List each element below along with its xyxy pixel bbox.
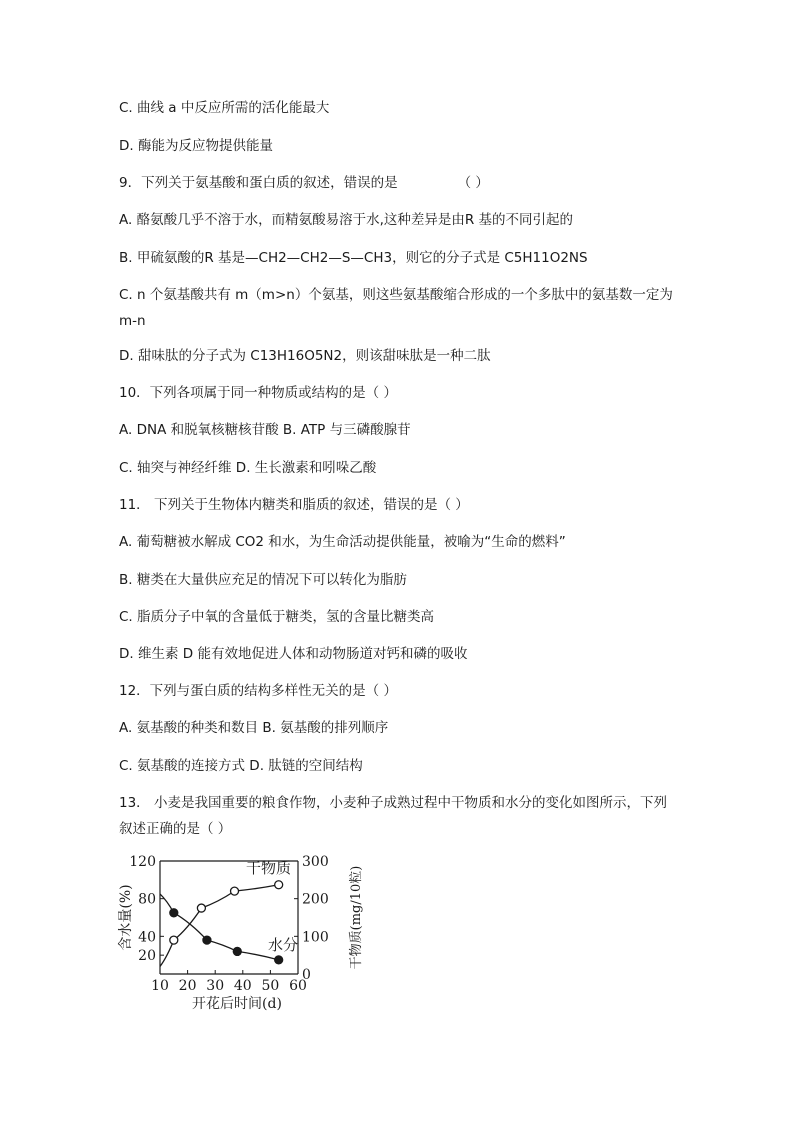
q9-option-b: B. 甲硫氨酸的R 基是—CH2—CH2—S—CH3，则它的分子式是 C5H11O2NS: [119, 250, 588, 266]
dry-matter-data-point: [275, 881, 283, 889]
q9-option-c: C. n 个氨基酸共有 m（m>n）个氨基，则这些氨基酸缩合形成的一个多肽中的氨基数一定为 m-n: [119, 287, 673, 329]
y-right-axis-label: 干物质(mg/10粒): [349, 865, 364, 970]
series-label-water: 水分: [268, 936, 299, 954]
series-line-0: [160, 885, 279, 967]
q9-option-a: A. 酪氨酸几乎不溶于水，而精氨酸易溶于水,这种差异是由R 基的不同引起的: [119, 212, 574, 228]
dry-matter-data-point: [231, 887, 239, 895]
y-right-tick-label: 0: [302, 967, 311, 983]
q9-stem: [119, 173, 489, 193]
q12-stem: 12．下列与蛋白质的结构多样性无关的是（ ）: [119, 683, 397, 699]
dry-matter-water-chart: [108, 845, 378, 1025]
y-right-tick-label: 100: [302, 929, 329, 946]
dry-matter-data-point: [197, 904, 205, 912]
y-right-tick-label: 300: [302, 854, 329, 870]
y-left-axis-label: 含水量(%): [118, 884, 134, 951]
x-tick-label: 40: [233, 978, 252, 994]
water-data-point: [170, 909, 178, 917]
x-tick-label: 60: [289, 978, 307, 994]
q8-option-c: C. 曲线 a 中反应所需的活化能最大: [119, 100, 330, 116]
water-data-point: [203, 936, 211, 944]
x-tick-label: 10: [151, 978, 169, 994]
q8-option-d: D. 酶能为反应物提供能量: [119, 138, 273, 154]
x-tick-label: 50: [261, 978, 280, 994]
q10-options-ab: A. DNA 和脱氧核糖核苷酸 B. ATP 与三磷酸腺苷: [119, 422, 411, 438]
q9-text: 9．下列关于氨基酸和蛋白质的叙述，错误的是: [119, 175, 398, 191]
q13-stem: 13． 小麦是我国重要的粮食作物，小麦种子成熟过程中干物质和水分的变化如图所示，下列叙述正确的是（ ）: [119, 795, 667, 837]
y-left-tick-label: 120: [129, 854, 156, 870]
series-label-dry-matter: 干物质: [246, 859, 292, 877]
y-left-tick-label: 20: [138, 948, 156, 965]
y-left-tick-label: 40: [138, 929, 156, 946]
water-data-point: [233, 947, 241, 955]
q10-options-cd: C. 轴突与神经纤维 D. 生长激素和吲哚乙酸: [119, 460, 377, 476]
x-axis-label: 开花后时间(d): [192, 996, 282, 1012]
series-line-1: [160, 894, 279, 960]
y-left-tick-label: 80: [138, 891, 156, 908]
y-right-tick-label: 200: [302, 891, 329, 908]
q9-option-d: D. 甜味肽的分子式为 C13H16O5N2，则该甜味肽是一种二肽: [119, 348, 491, 364]
q11-option-d: D. 维生素 D 能有效地促进人体和动物肠道对钙和磷的吸收: [119, 646, 468, 662]
q12-options-cd: C. 氨基酸的连接方式 D. 肽链的空间结构: [119, 758, 363, 774]
dry-matter-data-point: [170, 936, 178, 944]
q9-answer-paren: （ ）: [457, 175, 489, 191]
q11-option-b: B. 糖类在大量供应充足的情况下可以转化为脂肪: [119, 572, 407, 588]
water-data-point: [275, 956, 283, 964]
q10-stem: 10．下列各项属于同一种物质或结构的是（ ）: [119, 385, 397, 401]
q11-option-c: C. 脂质分子中氧的含量低于糖类，氢的含量比糖类高: [119, 609, 435, 625]
q11-stem: 11． 下列关于生物体内糖类和脂质的叙述，错误的是（ ）: [119, 497, 469, 513]
q11-option-a: A. 葡萄糖被水解成 CO2 和水，为生命活动提供能量，被喻为“生命的燃料”: [119, 534, 566, 550]
x-tick-label: 20: [178, 978, 197, 994]
q12-options-ab: A. 氨基酸的种类和数目 B. 氨基酸的排列顺序: [119, 720, 389, 736]
x-tick-label: 30: [206, 978, 225, 994]
